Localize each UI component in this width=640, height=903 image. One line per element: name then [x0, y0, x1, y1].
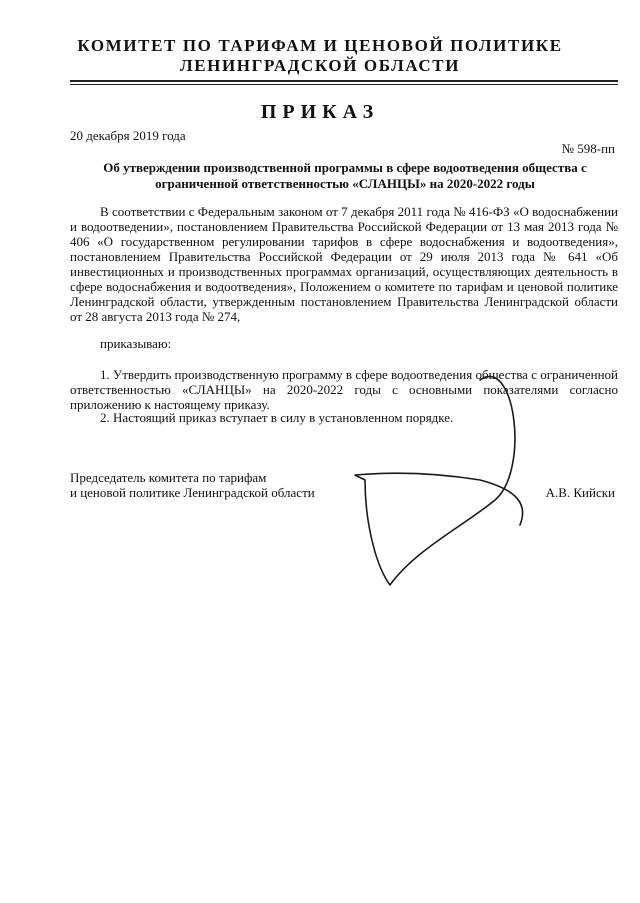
handwritten-signature: [330, 350, 560, 600]
header-rule-thick: [70, 80, 618, 82]
organization-name-line1: КОМИТЕТ ПО ТАРИФАМ И ЦЕНОВОЙ ПОЛИТИКЕ: [77, 36, 563, 55]
signatory-name: А.В. Кийски: [545, 485, 615, 500]
order-date: 20 декабря 2019 года: [70, 128, 186, 143]
signature-stroke: [355, 376, 523, 585]
order-word: приказываю:: [100, 336, 172, 351]
order-subject-line1: Об утверждении производственной программы в сфере водоотведения общества с: [103, 160, 587, 175]
signatory-role: [70, 470, 315, 500]
document-title: ПРИКАЗ: [260, 101, 380, 123]
order-number: № 598-пп: [561, 141, 615, 156]
preamble-paragraph: В соответствии с Федеральным законом от 7 декабря 2011 года № 416-ФЗ «О водоснабжении и водоотведении», постановлением Правительства Российской Федерации от 13 мая 2013 года № 406 «О государственном регулировании тарифов в сфере водоснабжения и водоотведения», постановлением Правительства Российской Федерации от 29 июля 2013 года № 641 «Об инвестиционных и производственных программах организаций, осуществляющих деятельность в сфере водоснабжения и водоотведения», Положением о комитете по тарифам и ценовой политике Ленинградской области, утвержденным постановлением Правительства Ленинградской области от 28 августа 2013 года № 274,: [70, 204, 618, 324]
header-rule-thin: [70, 84, 618, 85]
signatory-role-line2: и ценовой политике Ленинградской области: [70, 485, 315, 500]
order-subject-line2: ограниченной ответственностью «СЛАНЦЫ» на 2020-2022 годы: [155, 176, 535, 191]
order-item-1: 1. Утвердить производственную программу в сфере водоотведения общества с ограниченной ответственностью «СЛАНЦЫ» на 2020-2022 годы с основными показателями согласно приложению к настоящему приказу.: [70, 367, 618, 412]
signatory-role-line1: Председатель комитета по тарифам: [70, 470, 267, 485]
order-item-2: 2. Настоящий приказ вступает в силу в установленном порядке.: [100, 410, 454, 425]
organization-name-line2: ЛЕНИНГРАДСКОЙ ОБЛАСТИ: [179, 56, 461, 75]
order-subject: [70, 160, 620, 192]
organization-header: [0, 36, 640, 76]
